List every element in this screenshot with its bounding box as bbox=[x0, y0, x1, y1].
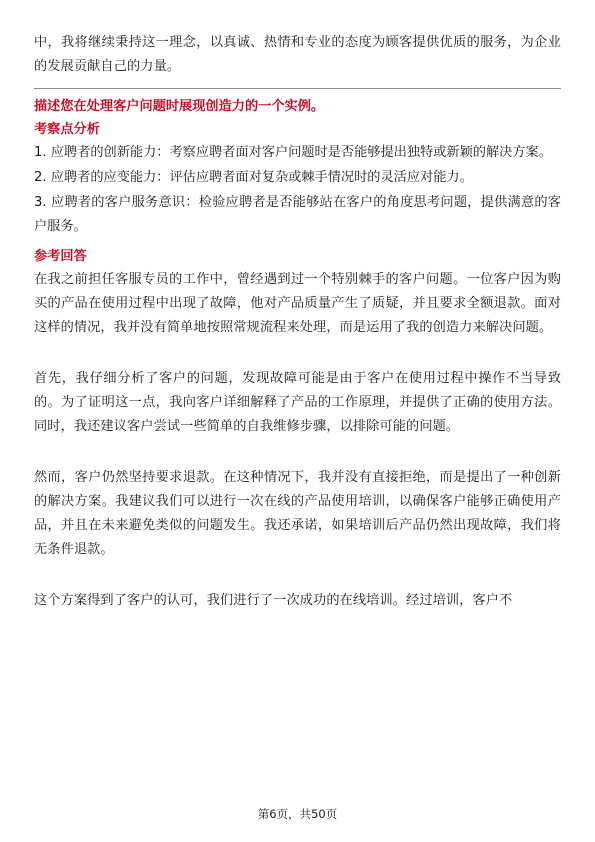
section-divider bbox=[34, 88, 561, 89]
answer-paragraph: 首先，我仔细分析了客户的问题，发现故障可能是由于客户在使用过程中操作不当导致的。为了证明这一点，我向客户详细解释了产品的工作原理，并提供了正确的使用方法。同时，我还建议客户尝试一些简单的自我维修步骤，以排除可能的问题。 bbox=[34, 371, 561, 434]
page-content bbox=[34, 31, 561, 613]
analysis-list bbox=[34, 141, 561, 239]
intro-continuation: 中，我将继续秉持这一理念，以真诚、热情和专业的态度为顾客提供优质的服务，为企业的发展贡献自己的力量。 bbox=[34, 35, 561, 74]
analysis-heading: 考察点分析 bbox=[34, 122, 100, 137]
analysis-item: 1. 应聘者的创新能力：考察应聘者面对客户问题时是否能够提出独特或新颖的解决方案。 bbox=[34, 145, 552, 160]
analysis-item: 2. 应聘者的应变能力：评估应聘者面对复杂或棘手情况时的灵活应对能力。 bbox=[34, 170, 473, 185]
answer-paragraph: 然而，客户仍然坚持要求退款。在这种情况下，我并没有直接拒绝，而是提出了一种创新的解决方案。我建议我们可以进行一次在线的产品使用培训，以确保客户能够正确使用产品，并且在未来避免类似的问题发生。我还承诺，如果培训后产品仍然出现故障，我们将无条件退款。 bbox=[34, 470, 561, 557]
question-title: 描述您在处理客户问题时展现创造力的一个实例。 bbox=[34, 99, 325, 114]
answer-heading: 参考回答 bbox=[34, 249, 87, 264]
answer-paragraph: 这个方案得到了客户的认可，我们进行了一次成功的在线培训。经过培训，客户不 bbox=[34, 593, 513, 608]
analysis-item: 3. 应聘者的客户服务意识：检验应聘者是否能够站在客户的角度思考问题，提供满意的客户服务。 bbox=[34, 195, 561, 234]
answer-paragraph: 在我之前担任客服专员的工作中，曾经遇到过一个特别棘手的客户问题。一位客户因为购买的产品在使用过程中出现了故障，他对产品质量产生了质疑，并且要求全额退款。面对这样的情况，我并没有简单地按照常规流程来处理，而是运用了我的创造力来解决问题。 bbox=[34, 272, 561, 335]
page-number: 第6页，共50页 bbox=[257, 807, 338, 821]
